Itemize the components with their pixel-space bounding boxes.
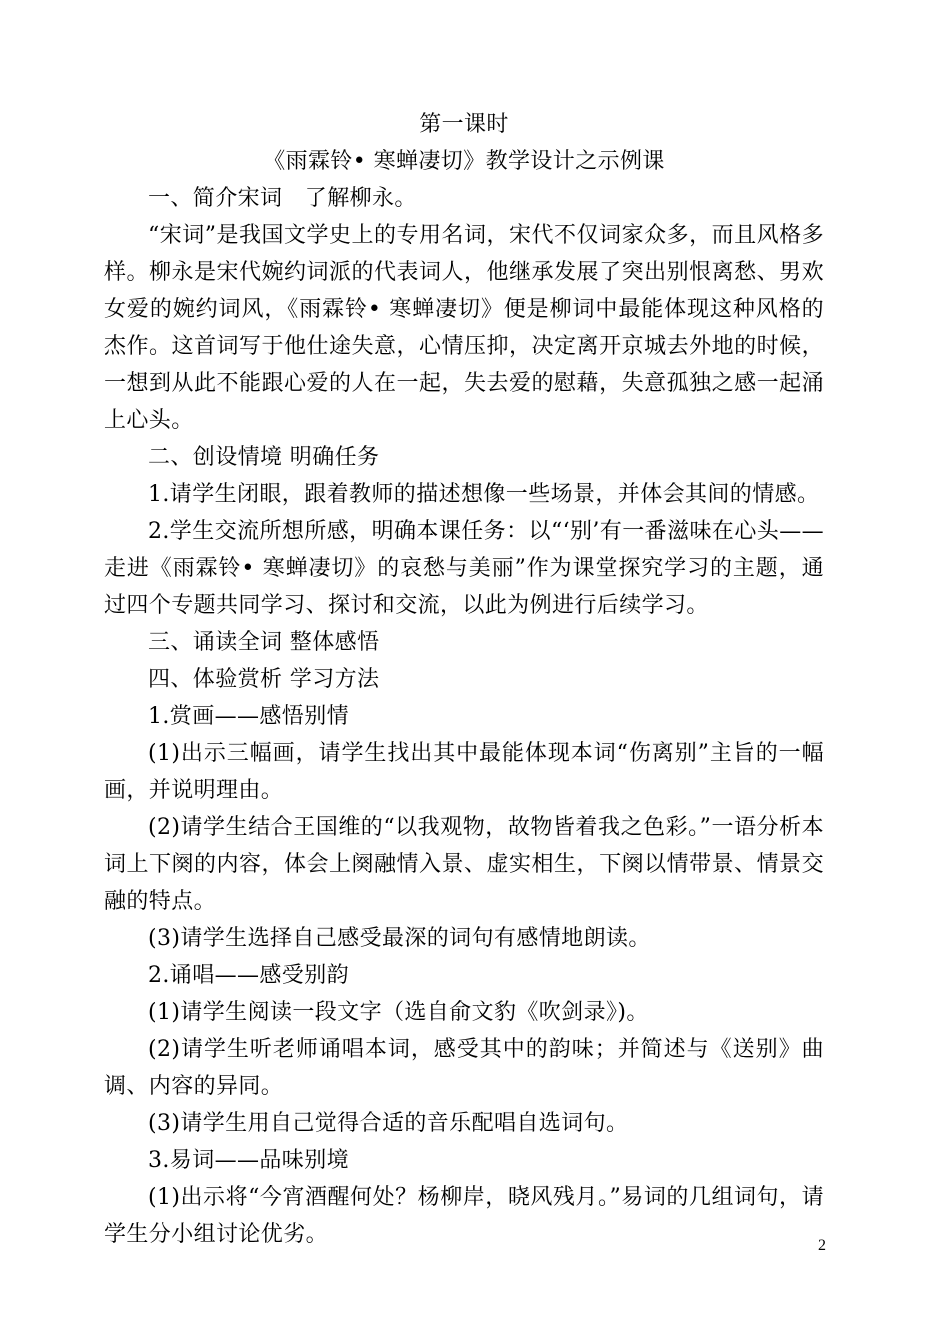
lesson-title: 第一课时 bbox=[419, 112, 509, 137]
subsection-heading: 2.诵唱——感受别韵 bbox=[148, 963, 349, 988]
section-heading-1: 一、简介宋词 了解柳永。 bbox=[148, 186, 417, 211]
list-item: (1)出示三幅画，请学生找出其中最能体现本词“伤离别”主旨的一幅画，并说明理由。 bbox=[104, 741, 824, 803]
list-item: (3)请学生用自己觉得合适的音乐配唱自选词句。 bbox=[148, 1111, 629, 1136]
page-number: 2 bbox=[818, 1237, 826, 1254]
subsection-heading: 1.赏画——感悟别情 bbox=[148, 704, 349, 729]
section-heading-4: 四、体验赏析 学习方法 bbox=[148, 667, 380, 692]
list-item: 2.学生交流所想所感，明确本课任务：以“‘别’有一番滋味在心头——走进《雨霖铃• 寒蝉凄切》的哀愁与美丽”作为课堂探究学习的主题，通过四个专题共同学习、探讨和交流，以此为例进行后续学习。 bbox=[104, 519, 824, 618]
list-item: (1)出示将“今宵酒醒何处？杨柳岸，晓风残月。”易词的几组词句，请学生分小组讨论优劣。 bbox=[104, 1185, 824, 1247]
section-heading-3: 三、诵读全词 整体感悟 bbox=[148, 630, 380, 655]
paragraph-song-ci-intro: “宋词”是我国文学史上的专用名词，宋代不仅词家众多，而且风格多样。柳永是宋代婉约词派的代表词人，他继承发展了突出别恨离愁、男欢女爱的婉约词风，《雨霖铃• 寒蝉凄切》便是柳词中最能体现这种风格的杰作。这首词写于他仕途失意，心情压抑，决定离开京城去外地的时候，一想到从此不能跟心爱的人在一起，失去爱的慰藉，失意孤独之感一起涌上心头。 bbox=[104, 223, 824, 433]
document-body bbox=[104, 106, 824, 1253]
lesson-subtitle: 《雨霖铃• 寒蝉凄切》教学设计之示例课 bbox=[263, 149, 665, 174]
list-item: (3)请学生选择自己感受最深的词句有感情地朗读。 bbox=[148, 926, 651, 951]
list-item: 1.请学生闭眼，跟着教师的描述想像一些场景，并体会其间的情感。 bbox=[148, 482, 820, 507]
subsection-heading: 3.易词——品味别境 bbox=[148, 1148, 349, 1173]
list-item: (2)请学生结合王国维的“以我观物，故物皆着我之色彩。”一语分析本词上下阕的内容，体会上阕融情入景、虚实相生，下阕以情带景、情景交融的特点。 bbox=[104, 815, 824, 914]
list-item: (2)请学生听老师诵唱本词，感受其中的韵味；并简述与《送别》曲调、内容的异同。 bbox=[104, 1037, 824, 1099]
list-item: (1)请学生阅读一段文字（选自俞文豹《吹剑录》)。 bbox=[148, 1000, 649, 1025]
section-heading-2: 二、创设情境 明确任务 bbox=[148, 445, 380, 470]
